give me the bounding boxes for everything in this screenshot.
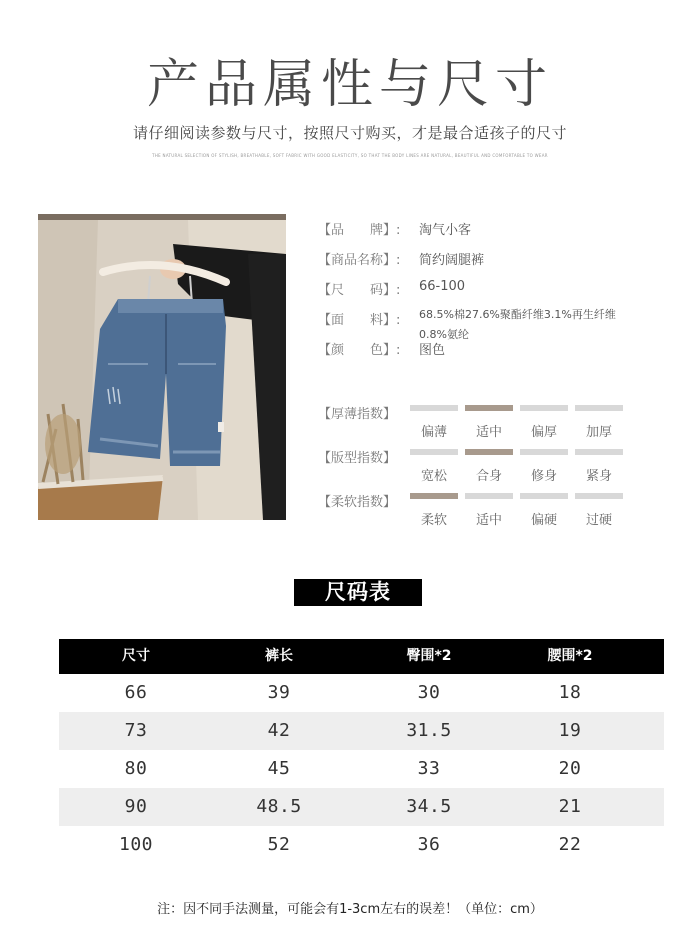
index-option [520,493,568,533]
attr-row-brand [318,216,648,246]
index-row-fit [318,447,638,491]
table-row [59,674,664,712]
index-bar [520,493,568,499]
index-bar [410,449,458,455]
index-bar-selected [465,449,513,455]
table-cell: 20 [558,758,582,779]
table-cell: 30 [417,682,441,703]
attr-label: 【颜 色】: [318,343,401,358]
index-option-label: 偏厚 [530,425,557,440]
attr-row-color [318,336,648,366]
index-bar [465,493,513,499]
table-cell: 66 [124,682,148,703]
column-header: 臀围*2 [406,648,452,664]
column-header: 腰围*2 [547,648,593,664]
table-cell: 80 [124,758,148,779]
attr-value: 淘气小客 [419,223,472,238]
table-cell: 22 [558,834,582,855]
measurement-note: 注：因不同手法测量，可能会有1-3cm左右的误差！（单位：cm） [157,902,543,917]
fine-print: THE NATURAL SELECTION OF STYLISH, BREATHABLE, SOFT FABRIC WITH GOOD ELASTICITY, SO THAT THE BODY LINES ARE NATURAL, BEAUTIFUL AND COMFORTABLE TO WEAR [152,153,548,158]
table-cell: 48.5 [256,796,302,817]
index-option-label: 适中 [475,513,502,528]
index-row-softness [318,491,638,535]
index-bar [575,449,623,455]
table-row [59,788,664,826]
product-photo [38,214,286,520]
index-bar [575,493,623,499]
index-option-label: 加厚 [585,425,612,440]
table-cell: 21 [558,796,582,817]
index-scales [318,403,638,535]
index-option [410,449,458,489]
attr-row-size [318,276,648,306]
index-option [465,405,513,445]
index-option-label: 修身 [530,469,557,484]
index-option [410,405,458,445]
attr-row-product-name [318,246,648,276]
attribute-list [318,216,648,366]
index-bar [520,449,568,455]
page-subtitle: 请仔细阅读参数与尺寸，按照尺寸购买，才是最合适孩子的尺寸 [132,124,567,142]
page-title: 产品属性与尺寸 [146,55,553,115]
table-cell: 19 [558,720,582,741]
index-option [575,493,623,533]
table-cell: 36 [417,834,441,855]
index-option-label: 宽松 [420,469,447,484]
attr-value: 简约阔腿裤 [419,253,485,268]
table-cell: 31.5 [406,720,452,741]
attr-value: 68.5%棉27.6%聚酯纤维3.1%再生纤维0.8%氨纶 [419,308,616,341]
column-header: 尺寸 [122,648,150,664]
index-bar-selected [465,405,513,411]
table-cell: 34.5 [406,796,452,817]
attr-label: 【商品名称】: [318,253,401,268]
table-cell: 33 [417,758,441,779]
size-chart-title: 尺码表 [294,579,422,606]
column-header: 裤长 [265,648,293,664]
index-option [465,493,513,533]
table-cell: 100 [118,834,153,855]
index-option-label: 过硬 [585,513,612,528]
index-option [520,449,568,489]
index-option-label: 合身 [475,469,502,484]
index-bar [520,405,568,411]
index-option-label: 紧身 [585,469,612,484]
size-table-header [59,639,664,674]
index-bar-selected [410,493,458,499]
index-label: 【厚薄指数】 [318,407,397,422]
attr-label: 【尺 码】: [318,283,401,298]
index-option-label: 柔软 [420,513,447,528]
table-cell: 39 [267,682,291,703]
index-option-label: 偏硬 [530,513,557,528]
index-option-label: 偏薄 [420,425,447,440]
index-bar [575,405,623,411]
index-option [520,405,568,445]
attr-label: 【品 牌】: [318,223,401,238]
attr-value: 66-100 [419,279,466,294]
table-cell: 45 [267,758,291,779]
attr-row-fabric [318,306,648,341]
index-label: 【版型指数】 [318,451,397,466]
table-row [59,712,664,750]
index-option [575,405,623,445]
attr-value: 图色 [419,343,446,358]
index-row-thickness [318,403,638,447]
table-cell: 90 [124,796,148,817]
index-option [465,449,513,489]
attr-label: 【面 料】: [318,313,401,328]
index-option-label: 适中 [475,425,502,440]
index-bar [410,405,458,411]
jeans-on-hanger-image [38,214,286,520]
size-table [59,639,664,864]
table-cell: 73 [124,720,148,741]
table-cell: 18 [558,682,582,703]
index-label: 【柔软指数】 [318,495,397,510]
table-cell: 52 [267,834,291,855]
index-option [410,493,458,533]
table-cell: 42 [267,720,291,741]
table-row [59,750,664,788]
table-row [59,826,664,864]
index-option [575,449,623,489]
